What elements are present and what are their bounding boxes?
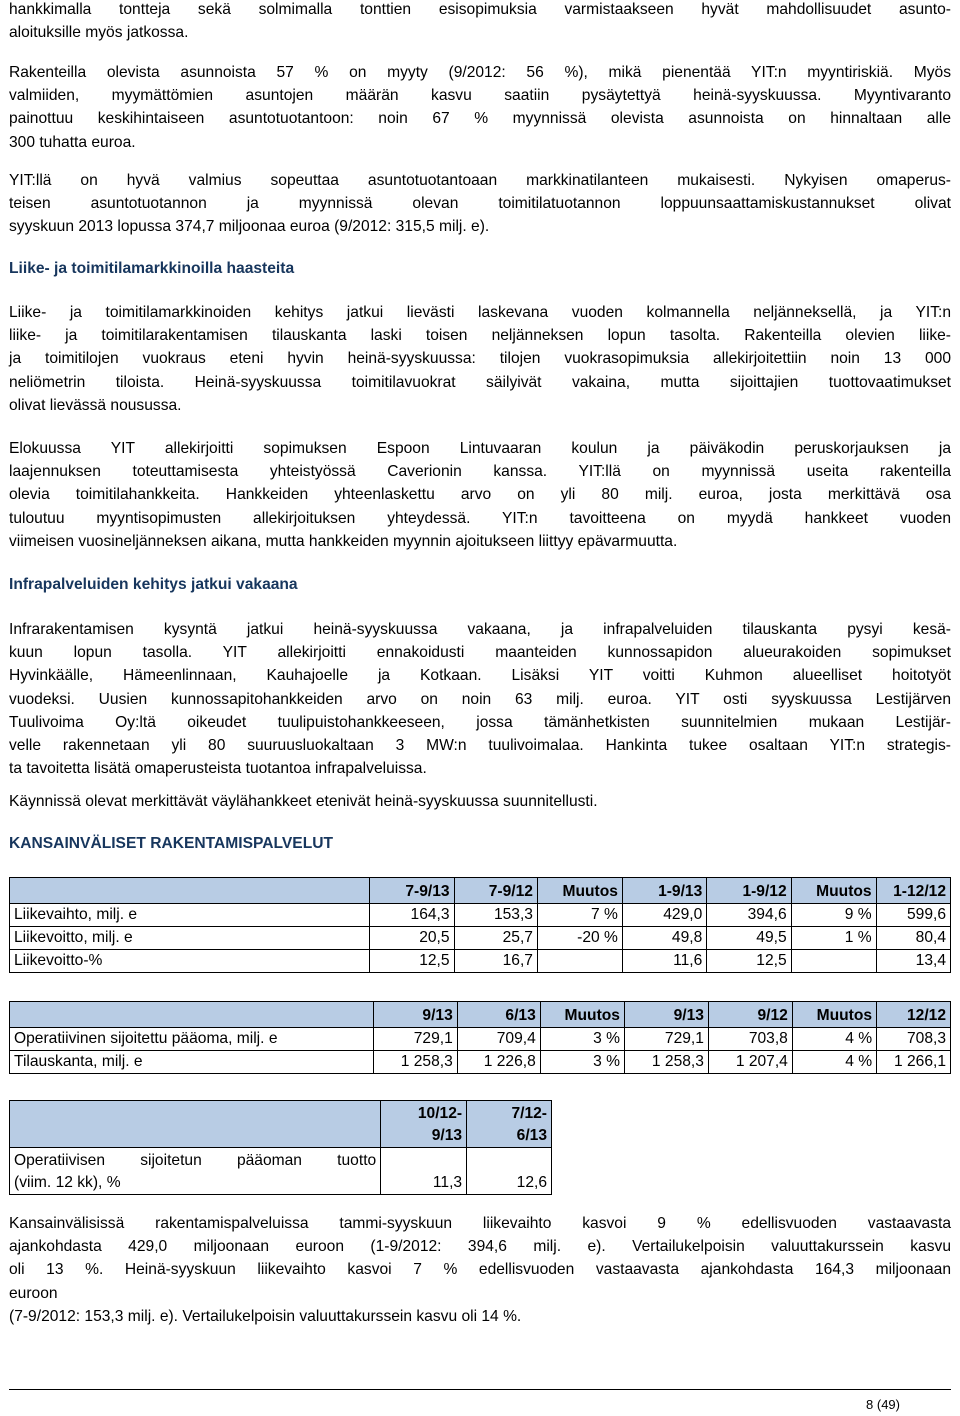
table-cell: 1 258,3 (373, 1051, 457, 1074)
paragraph-business-premises (9, 301, 951, 417)
row-label: Operatiivinen sijoitettu pääoma, milj. e (10, 1028, 374, 1051)
table-cell: 729,1 (373, 1028, 457, 1051)
header-cell: 9/12 (708, 1002, 792, 1028)
text-line: vuodeksi. Uusien kunnossapitohankkeiden arvo on noin 63 milj. euroa. YIT osti syyskuussa Lestijärven (9, 690, 951, 708)
paragraph-housing-plots (9, 0, 951, 44)
paragraph-infrastructure (9, 618, 951, 780)
table-cell: 7 % (537, 904, 622, 927)
text-line: Hyvinkäälle, Hämeenlinnaan, Kauhajoelle ja Kotkaan. Lisäksi YIT voitti Kuhmon alueelliset hoitotyöt (9, 667, 951, 685)
table-cell: 20,5 (370, 927, 454, 950)
label-line: Operatiivisen sijoitetun pääoman tuotto (14, 1152, 377, 1169)
header-line: 6/13 (516, 1127, 547, 1144)
table-cell: 11,6 (622, 950, 706, 973)
table-cell: 599,6 (876, 904, 950, 927)
header-cell: 12/12 (877, 1002, 951, 1028)
text-line: ja toimitilojen vuokraus eteni hyvin heinä-syyskuussa: tilojen vuokrasopimuksia allekirjoitettiin noin 13 000 (9, 350, 951, 368)
table-cell: 49,8 (622, 927, 706, 950)
text-line: olivat lievässä nousussa. (9, 396, 182, 414)
text-line: Liike- ja toimitilamarkkinoiden kehitys jatkui lievästi laskevana vuoden kolmannella neljänneksellä, ja YIT:n (9, 304, 951, 321)
table-cell: 13,4 (876, 950, 950, 973)
table-cell (537, 950, 622, 973)
text-line: kuun lopun tasolla. YIT allekirjoitti ennakoidusti maanteiden kunnossapidon alueurakoiden sopimukset (9, 644, 951, 662)
text-line: Elokuussa YIT allekirjoitti sopimuksen Espoon Lintuvaaran koulun ja päiväkodin peruskorjauksen ja (9, 440, 951, 457)
label-line: (viim. 12 kk), % (14, 1174, 121, 1191)
text-line: hankkimalla tontteja sekä solmimalla tonttien esisopimuksia varmistaakseen hyvät mahdollisuudet asunto- (9, 1, 951, 18)
table-header-row (10, 1002, 951, 1028)
paragraph-espoo-agreement (9, 437, 951, 553)
table-cell: 1 207,4 (708, 1051, 792, 1074)
section-title: KANSAINVÄLISET RAKENTAMISPALVELUT (9, 835, 334, 852)
table-cell: 49,5 (707, 927, 791, 950)
text-line: Infrarakentamisen kysyntä jatkui heinä-syyskuussa vakaana, ja infrapalveluiden tilauskanta pysyi kesä- (9, 621, 951, 638)
header-cell: Muutos (540, 1002, 624, 1028)
table-cell: 1 258,3 (624, 1051, 708, 1074)
header-cell: Muutos (537, 878, 622, 904)
table-cell: 708,3 (877, 1028, 951, 1051)
header-cell (467, 1101, 552, 1148)
table-cell: 1 226,8 (457, 1051, 540, 1074)
table-cell: 3 % (540, 1051, 624, 1074)
row-label: Liikevoitto-% (10, 950, 370, 973)
table-cell: 429,0 (622, 904, 706, 927)
key-figures-table (9, 877, 951, 973)
text-line: viimeisen vuosineljänneksen aikana, mutta hankkeiden myynnin ajoitukseen liittyy epävarmuutta. (9, 532, 678, 550)
table-cell: 16,7 (454, 950, 537, 973)
table-cell: 80,4 (876, 927, 950, 950)
table-cell: 153,3 (454, 904, 537, 927)
table-cell: 9 % (791, 904, 876, 927)
text-line: tuloutuu myyntisopimusten allekirjoituksen yhteydessä. YIT:n tavoitteena on myydä hankkeet vuoden (9, 509, 951, 527)
table-row (10, 904, 951, 927)
text-line: valmiiden, myymättömien asuntojen määrän kasvu saatiin pysäytettyä heinä-syyskuussa. Myyntivaranto (9, 87, 951, 105)
text-line: Rakenteilla olevista asunnoista 57 % on myyty (9/2012: 56 %), mikä pienentää YIT:n myyntiriskiä. Myös (9, 64, 951, 81)
heading-infrastructure: Infrapalveluiden kehitys jatkui vakaana (9, 576, 298, 593)
table-row (10, 950, 951, 973)
text-line: 300 tuhatta euroa. (9, 133, 136, 151)
text-line: euroon (9, 1284, 58, 1302)
header-cell (10, 878, 370, 904)
text-line: Käynnissä olevat merkittävät väylähankkeet etenivät heinä-syyskuussa suunnitellusti. (9, 793, 598, 810)
capital-order-table (9, 1001, 951, 1074)
text-line: syyskuun 2013 lopussa 374,7 miljoonaa euroa (9/2012: 315,5 milj. e). (9, 218, 490, 236)
header-cell: Muutos (792, 1002, 876, 1028)
header-cell (10, 1002, 374, 1028)
roi-table (9, 1100, 552, 1195)
table-row (10, 1028, 951, 1051)
table-cell: 11,3 (381, 1148, 467, 1195)
table-cell: 4 % (792, 1051, 876, 1074)
table-cell (791, 950, 876, 973)
row-label (10, 1148, 381, 1195)
row-label: Liikevoitto, milj. e (10, 927, 370, 950)
header-cell: 6/13 (457, 1002, 540, 1028)
text-line: liike- ja toimitilarakentamisen tilauskanta laski toisen neljänneksen lopun tasolta. Rakenteilla olevien liike- (9, 327, 951, 345)
table-cell: 729,1 (624, 1028, 708, 1051)
table-header-row (10, 878, 951, 904)
table-cell: 12,6 (467, 1148, 552, 1195)
table-cell: -20 % (537, 927, 622, 950)
header-cell: 1-9/12 (707, 878, 791, 904)
header-cell: 9/13 (624, 1002, 708, 1028)
table-cell: 709,4 (457, 1028, 540, 1051)
table-cell: 12,5 (370, 950, 454, 973)
text-line: ajankohdasta 429,0 miljoonaan euroon (1-9/2012: 394,6 milj. e). Vertailukelpoisin valuuttakurssein kasvu (9, 1238, 951, 1256)
table-cell: 703,8 (708, 1028, 792, 1051)
table-row (10, 1051, 951, 1074)
text-line: laajennuksen toteuttamisesta yhteistyössä Caverionin kanssa. YIT:llä on myynnissä useita rakenteilla (9, 463, 951, 481)
text-line: painottuu keskihintaiseen asuntotuotantoon: noin 67 % myynnissä olevista asunnoista on hinnaltaan alle (9, 110, 951, 128)
text-line: velle rakennetaan yli 80 suuruusluokaltaan 3 MW:n tuulivoimalaa. Hankinta tukee osaltaan YIT:n strategis- (9, 737, 951, 755)
row-label: Liikevaihto, milj. e (10, 904, 370, 927)
table-cell: 1 266,1 (877, 1051, 951, 1074)
table-row (10, 1148, 552, 1195)
header-line: 9/13 (431, 1127, 463, 1144)
header-cell: 7-9/13 (370, 878, 454, 904)
text-line: olevia toimitilahankkeita. Hankkeiden yhteenlaskettu arvo on yli 80 milj. euroa, josta merkittävä osa (9, 486, 951, 504)
table-cell: 1 % (791, 927, 876, 950)
text-line: YIT:llä on hyvä valmius sopeuttaa asuntotuotantoaan markkinatilanteen mukaisesti. Nykyisen omaperus- (9, 172, 951, 189)
text-line: ta tavoitetta lisätä omaperusteista tuotantoa infrapalveluissa. (9, 760, 427, 778)
table-cell: 394,6 (707, 904, 791, 927)
paragraph-sales-risk (9, 61, 951, 154)
text-line: aloituksille myös jatkossa. (9, 24, 189, 42)
header-cell: Muutos (791, 878, 876, 904)
text-line: oli 13 %. Heinä-syyskuun liikevaihto kasvoi 7 % edellisvuoden vastaavasta ajankohdasta 164,3 miljoonaan (9, 1261, 951, 1279)
footer-divider (9, 1389, 951, 1390)
header-line: 7/12- (511, 1105, 547, 1122)
table-cell: 25,7 (454, 927, 537, 950)
heading-business-premises: Liike- ja toimitilamarkkinoilla haasteita (9, 260, 295, 277)
paragraph-international-revenue (9, 1212, 951, 1328)
page-number: 8 (49) (866, 1397, 900, 1412)
header-line: 10/12- (417, 1105, 463, 1122)
table-cell: 4 % (792, 1028, 876, 1051)
text-line: neliömetrin tiloista. Heinä-syyskuussa toimitilavuokrat säilyivät vakaina, mutta sijoittajien tuottovaatimukset (9, 373, 951, 391)
table-cell: 164,3 (370, 904, 454, 927)
text-line: teisen asuntotuotannon ja myynnissä olevan toimitilatuotannon loppuunsaattamiskustannukset olivat (9, 195, 951, 213)
table-header-row (10, 1101, 552, 1148)
text-line: Kansainvälisissä rakentamispalveluissa tammi-syyskuun liikevaihto kasvoi 9 % edellisvuoden vastaavasta (9, 1215, 951, 1232)
paragraph-production-adjustment (9, 169, 951, 239)
header-cell: 1-12/12 (876, 878, 950, 904)
header-cell: 7-9/12 (454, 878, 537, 904)
table-cell: 3 % (540, 1028, 624, 1051)
table-cell: 12,5 (707, 950, 791, 973)
header-cell: 1-9/13 (622, 878, 706, 904)
text-line: (7-9/2012: 153,3 milj. e). Vertailukelpoisin valuuttakurssein kasvu oli 14 %. (9, 1307, 522, 1325)
table-row (10, 927, 951, 950)
paragraph-road-projects (9, 790, 951, 813)
header-cell (10, 1101, 381, 1148)
text-line: Tuulivoima Oy:ltä oikeudet tuulipuistohankkeeseen, jossa tämänhetkisten suunnitelmien mukaan Lestijär- (9, 713, 951, 731)
header-cell: 9/13 (373, 1002, 457, 1028)
header-cell (381, 1101, 467, 1148)
row-label: Tilauskanta, milj. e (10, 1051, 374, 1074)
